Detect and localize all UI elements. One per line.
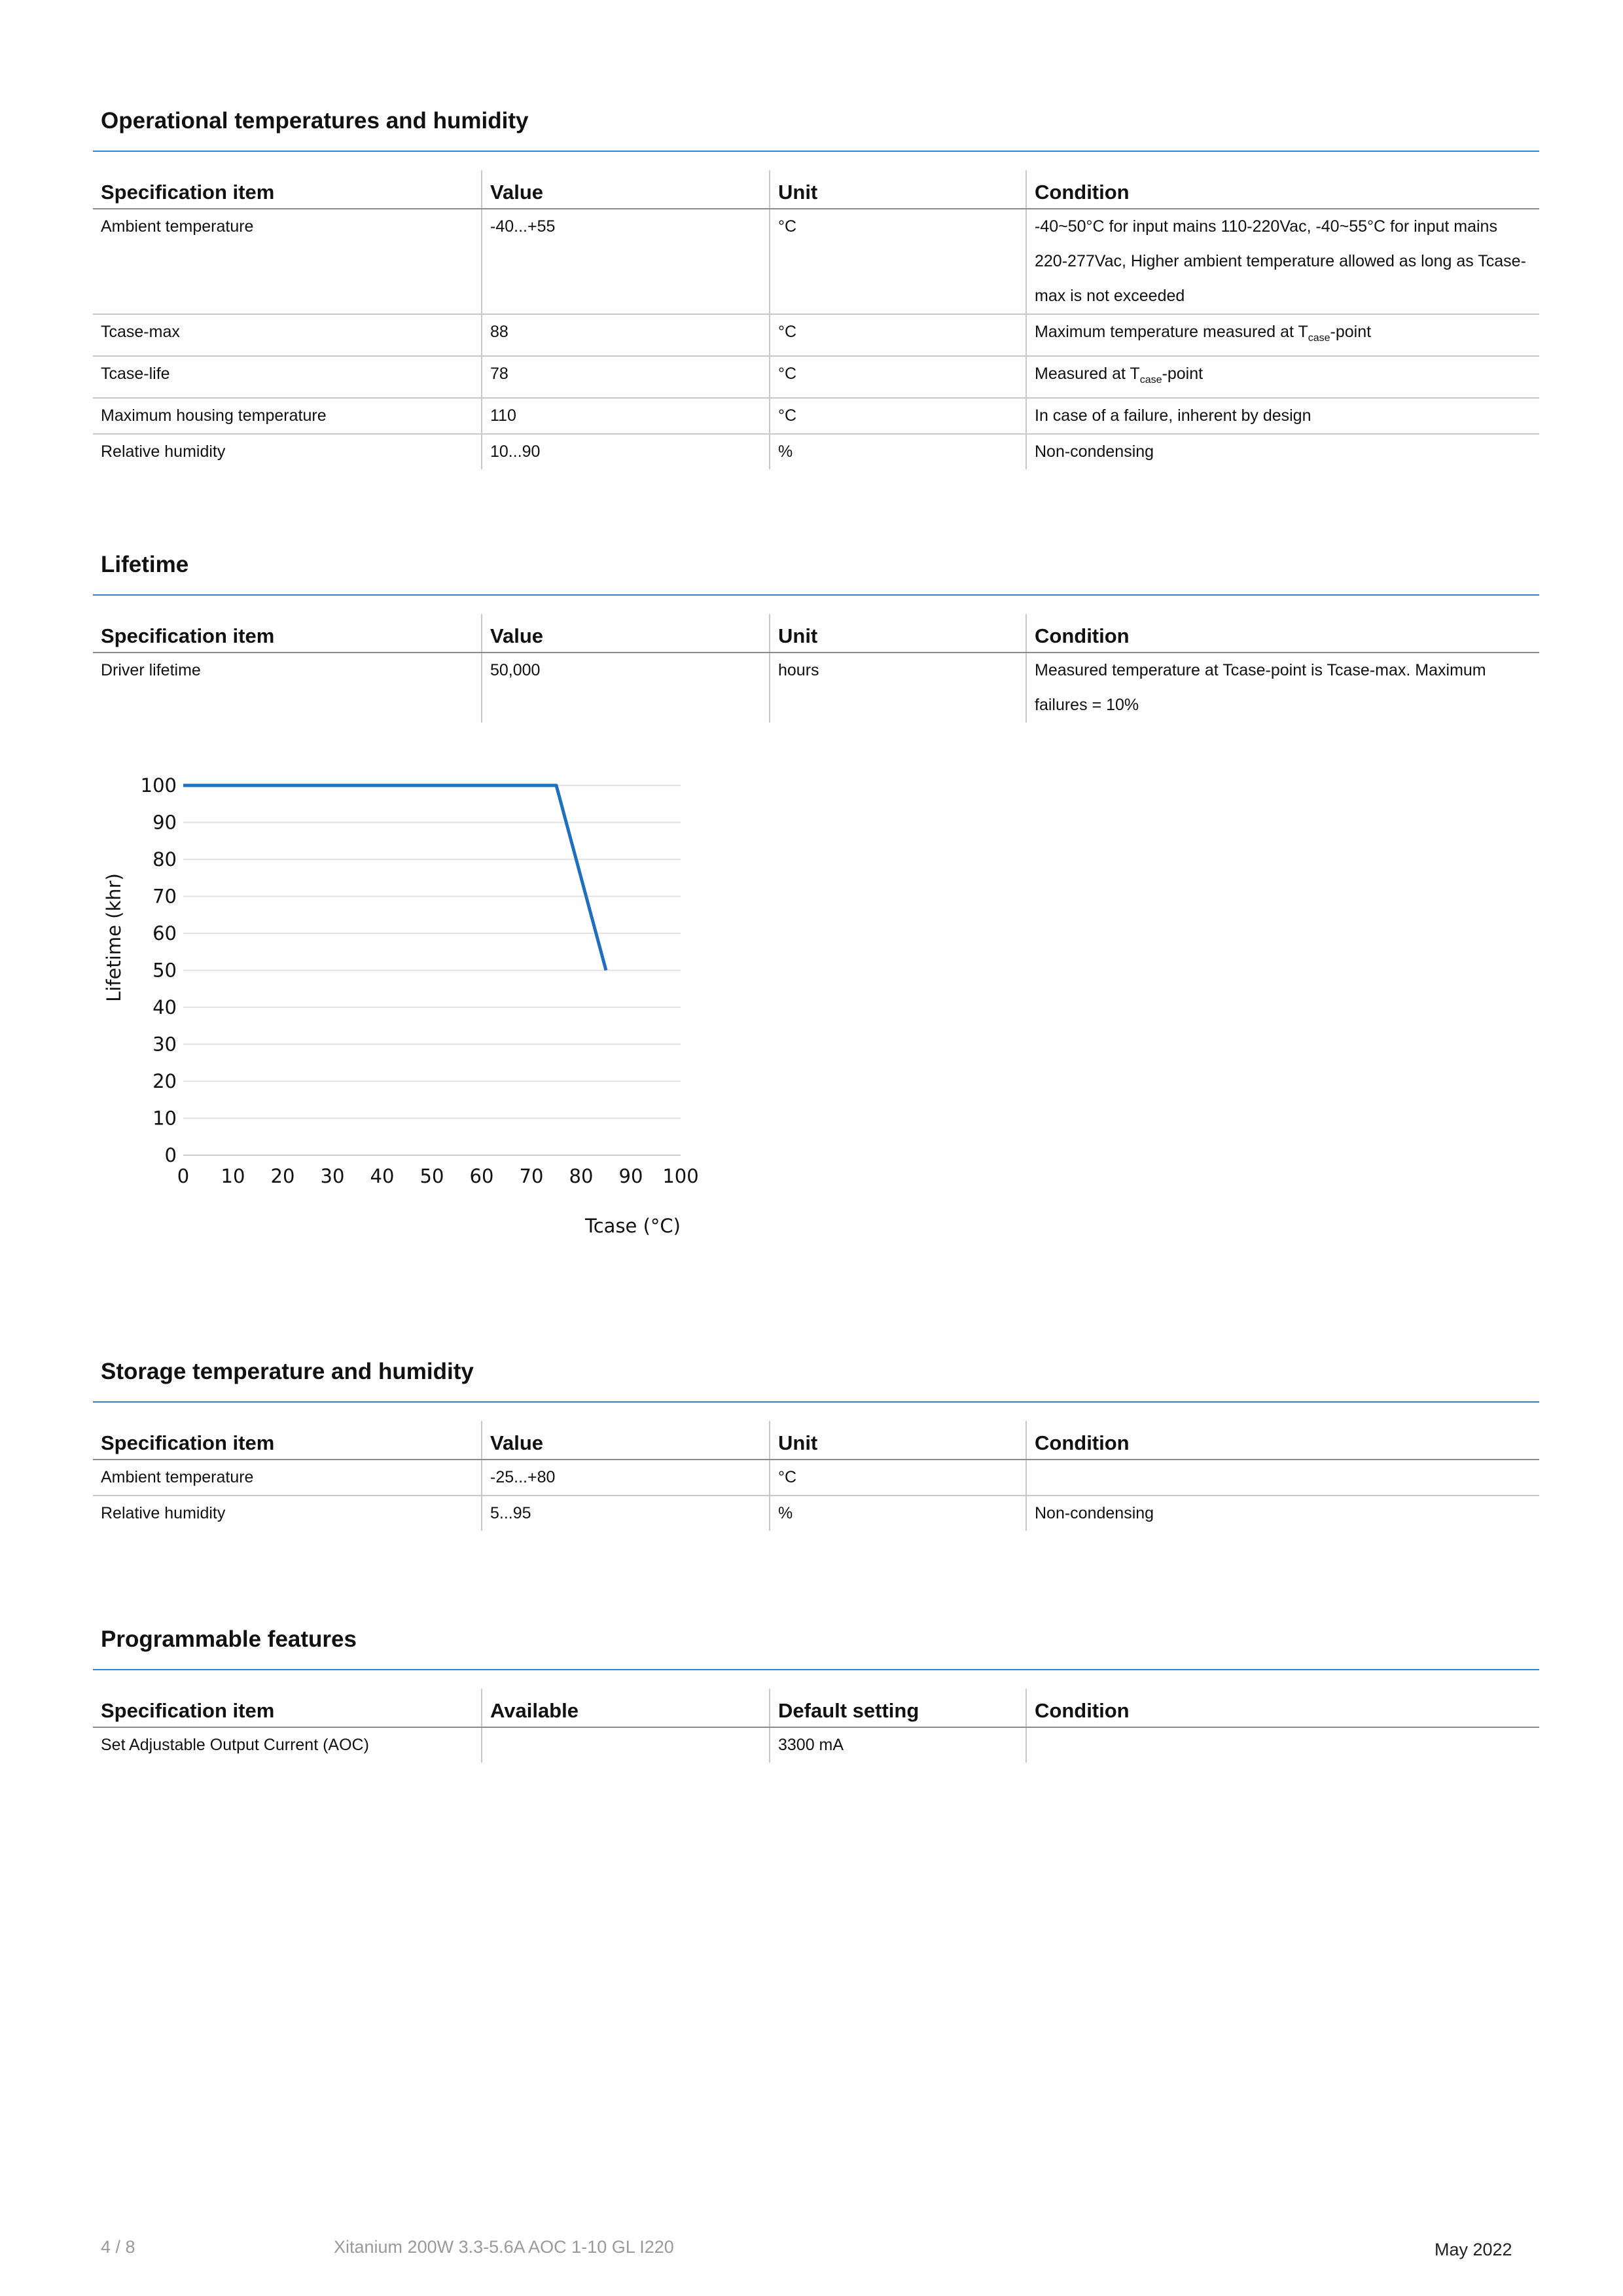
y-tick-label: 90	[152, 811, 177, 834]
y-tick-label: 30	[152, 1033, 177, 1056]
spec-condition: Non-condensing	[1026, 1496, 1539, 1531]
header-cell: Specification item	[93, 614, 482, 653]
header-cell: Value	[482, 614, 770, 653]
x-tick-label: 0	[177, 1165, 190, 1187]
spec-condition	[1026, 1460, 1539, 1496]
y-axis-label: Lifetime (khr)	[103, 873, 125, 1002]
spec-unit: %	[770, 434, 1026, 469]
spec-value: 78	[482, 356, 770, 398]
spec-condition: Non-condensing	[1026, 434, 1539, 469]
header-cell: Condition	[1026, 170, 1539, 209]
x-tick-label: 90	[618, 1165, 643, 1187]
x-tick-label: 70	[519, 1165, 544, 1187]
section-lifetime	[93, 548, 1539, 732]
spec-item: Tcase-life	[93, 356, 482, 398]
table-header-row	[93, 170, 1539, 209]
section-storage	[93, 1355, 1539, 1539]
header-cell: Specification item	[93, 170, 482, 209]
section-title: Operational temperatures and humidity	[101, 108, 529, 134]
spec-item: Relative humidity	[101, 1504, 226, 1522]
spec-unit: %	[770, 1496, 1026, 1531]
header-cell: Default setting	[770, 1689, 1026, 1727]
y-tick-label: 10	[152, 1107, 177, 1130]
section-title: Storage temperature and humidity	[101, 1359, 474, 1384]
spec-value: 110	[482, 398, 770, 434]
section-title: Programmable features	[101, 1626, 357, 1652]
storage-table	[93, 1421, 1539, 1531]
x-tick-label: 60	[469, 1165, 494, 1187]
spec-unit: °C	[770, 356, 1026, 398]
section-operational	[93, 105, 1539, 471]
y-tick-label: 0	[164, 1144, 177, 1166]
spec-item: Set Adjustable Output Current (AOC)	[101, 1736, 369, 1754]
table-row	[93, 356, 1539, 398]
lifetime-chart-svg	[93, 766, 721, 1250]
y-tick-label: 80	[152, 848, 177, 870]
lifetime-chart	[93, 766, 721, 1250]
condition-text: Maximum temperature measured at T	[1035, 323, 1308, 341]
header-cell: Unit	[770, 170, 1026, 209]
header-cell: Condition	[1026, 614, 1539, 653]
condition-subscript: case	[1308, 332, 1330, 344]
header-cell: Value	[482, 1421, 770, 1460]
header-cell: Available	[482, 1689, 770, 1727]
y-tick-label: 50	[152, 959, 177, 982]
table-row	[93, 1460, 1539, 1496]
series-line	[183, 785, 606, 971]
header-cell: Unit	[770, 1421, 1026, 1460]
spec-default-setting: 3300 mA	[770, 1727, 1026, 1763]
header-cell: Specification item	[93, 1689, 482, 1727]
spec-unit: °C	[770, 1460, 1026, 1496]
condition-text: -point	[1330, 323, 1372, 341]
section-divider	[93, 594, 1539, 596]
operational-table	[93, 170, 1539, 469]
table-row	[93, 398, 1539, 434]
spec-unit: °C	[770, 314, 1026, 356]
x-tick-label: 10	[221, 1165, 245, 1187]
y-tick-label: 20	[152, 1070, 177, 1092]
table-row	[93, 434, 1539, 469]
lifetime-table	[93, 614, 1539, 723]
programmable-table	[93, 1689, 1539, 1763]
condition-text: -point	[1162, 365, 1204, 383]
section-divider	[93, 151, 1539, 152]
footer-product-name: Xitanium 200W 3.3-5.6A AOC 1-10 GL I220	[334, 2237, 674, 2257]
x-tick-label: 50	[419, 1165, 444, 1187]
spec-item: Maximum housing temperature	[93, 398, 482, 434]
spec-value: -40...+55	[482, 209, 770, 314]
section-title: Lifetime	[101, 552, 189, 577]
table-header-row	[93, 1689, 1539, 1727]
table-row	[93, 314, 1539, 356]
x-tick-label: 80	[569, 1165, 594, 1187]
spec-condition: -40~50°C for input mains 110-220Vac, -40~55°C for input mains 220-277Vac, Higher ambient temperature allowed as long as Tcase-max is not exceeded	[1026, 209, 1539, 314]
y-tick-label: 70	[152, 885, 177, 908]
header-cell: Unit	[770, 614, 1026, 653]
spec-value: 50,000	[482, 653, 770, 723]
x-axis-label: Tcase (°C)	[584, 1215, 681, 1237]
header-cell: Value	[482, 170, 770, 209]
condition-subscript: case	[1139, 374, 1162, 386]
section-programmable	[93, 1623, 1539, 1780]
table-row	[93, 1727, 1539, 1763]
x-tick-label: 20	[270, 1165, 295, 1187]
condition-text: Measured at T	[1035, 365, 1140, 383]
spec-condition: In case of a failure, inherent by design	[1026, 398, 1539, 434]
y-tick-label: 100	[140, 774, 177, 797]
spec-item: Driver lifetime	[101, 661, 201, 679]
spec-condition	[1026, 356, 1539, 398]
table-row	[93, 1496, 1539, 1531]
spec-item: Ambient temperature	[93, 209, 482, 314]
x-tick-label: 30	[320, 1165, 345, 1187]
spec-available	[482, 1727, 770, 1763]
x-tick-label: 40	[370, 1165, 395, 1187]
x-tick-label: 100	[662, 1165, 699, 1187]
section-divider	[93, 1669, 1539, 1670]
table-header-row	[93, 1421, 1539, 1460]
spec-item: Relative humidity	[101, 442, 226, 461]
header-cell: Condition	[1026, 1421, 1539, 1460]
spec-condition	[1026, 314, 1539, 356]
spec-unit: hours	[770, 653, 1026, 723]
spec-value: 88	[482, 314, 770, 356]
spec-condition: Measured temperature at Tcase-point is Tcase-max. Maximum failures = 10%	[1026, 653, 1539, 723]
table-row	[93, 653, 1539, 723]
spec-value: 10...90	[482, 434, 770, 469]
y-tick-label: 40	[152, 996, 177, 1018]
header-cell: Specification item	[93, 1421, 482, 1460]
spec-value: -25...+80	[482, 1460, 770, 1496]
spec-value: 5...95	[482, 1496, 770, 1531]
footer-date: May 2022	[1435, 2240, 1512, 2259]
spec-item: Ambient temperature	[93, 1460, 482, 1496]
spec-condition	[1026, 1727, 1539, 1763]
table-header-row	[93, 614, 1539, 653]
spec-unit: °C	[770, 209, 1026, 314]
section-divider	[93, 1401, 1539, 1403]
spec-unit: °C	[770, 398, 1026, 434]
y-tick-label: 60	[152, 922, 177, 944]
spec-item: Tcase-max	[93, 314, 482, 356]
header-cell: Condition	[1026, 1689, 1539, 1727]
footer-page-number: 4 / 8	[101, 2237, 135, 2257]
table-row	[93, 209, 1539, 314]
